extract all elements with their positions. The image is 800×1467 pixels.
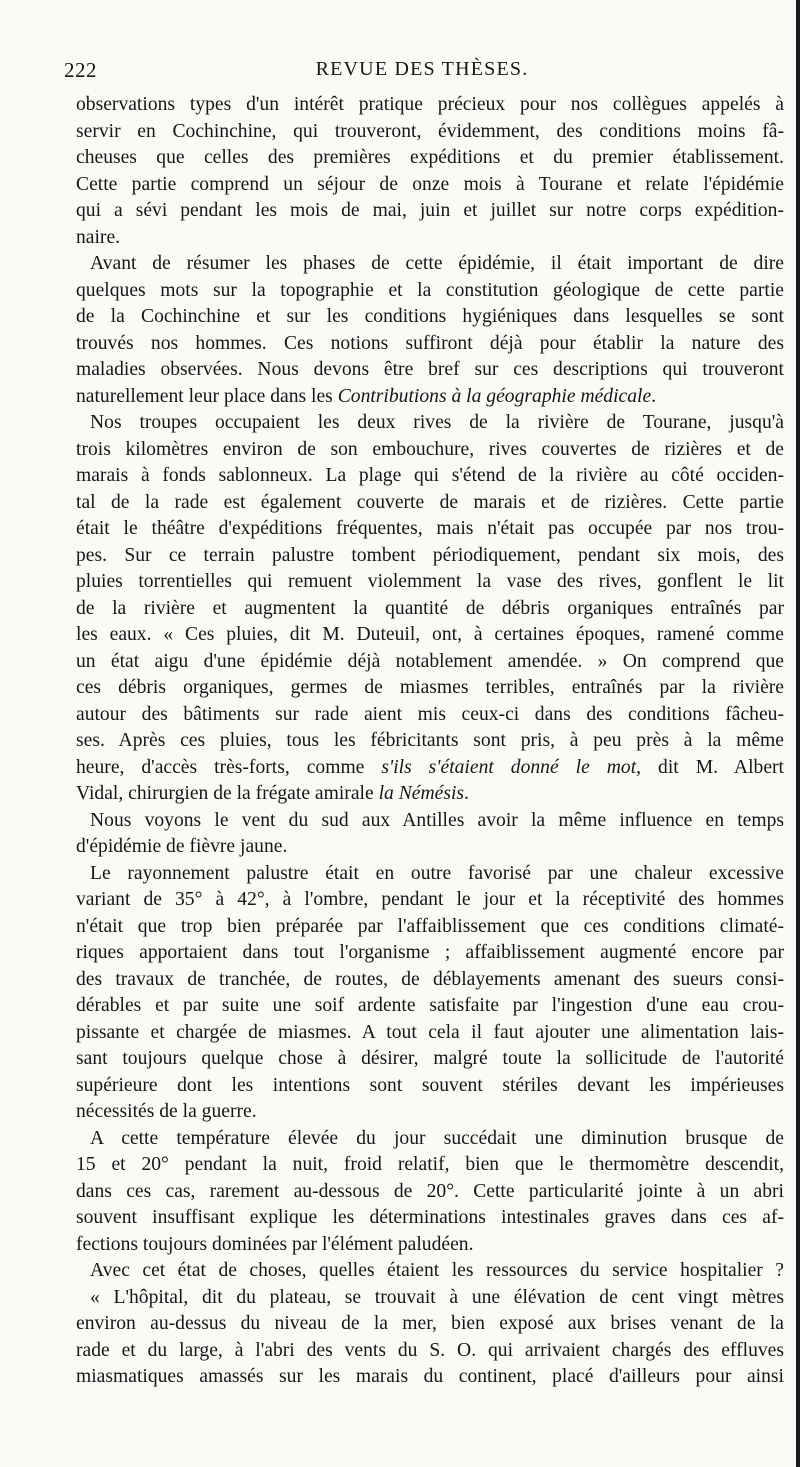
line-text: des travaux de tranchée, de routes, de déblayements amenant des sueurs consi-: [76, 968, 784, 990]
text-line: [76, 516, 784, 543]
line-text: naire.: [76, 226, 121, 248]
text-line: [76, 1099, 784, 1126]
text-line: [76, 861, 784, 888]
text-line: [76, 967, 784, 994]
text-line: [76, 887, 784, 914]
line-text: était le théâtre d'expéditions fréquentes, mais n'était pas occupée par nos trou-: [76, 518, 784, 539]
body-text: [76, 92, 784, 1391]
line-text: maladies observées. Nous devons être bref sur ces descriptions qui trouveront: [76, 359, 784, 380]
line-text: qui a sévi pendant les mois de mai, juin et juillet sur notre corps expédition-: [76, 200, 784, 221]
line-text: tal de la rade est également couverte de marais et de rizières. Cette partie: [76, 491, 784, 513]
line-text: Nos troupes occupaient les deux rives de la rivière de Tourane, jusqu'à: [90, 412, 784, 433]
italic-phrase: la Némésis: [378, 783, 465, 804]
scan-edge-shadow: [796, 0, 800, 1467]
text-line: [76, 1020, 784, 1047]
text-line: [76, 119, 784, 146]
text-line: [76, 463, 784, 490]
text-line: [76, 1311, 784, 1338]
text-line: [76, 278, 784, 305]
text-line: [76, 1364, 784, 1391]
text-line: [76, 1179, 784, 1206]
line-text: heure, d'accès très-forts, comme: [76, 756, 365, 778]
line-text: dérables et par suite une soif ardente satisfaite par l'ingestion d'une eau crou-: [76, 995, 784, 1016]
text-line: [76, 1338, 784, 1365]
line-text: dans ces cas, rarement au-dessous de 20°. Cette particularité jointe à un abri: [76, 1180, 784, 1202]
line-text-after: .: [651, 385, 657, 407]
line-text: d'épidémie de fièvre jaune.: [76, 836, 288, 857]
text-line: [76, 702, 784, 729]
line-text: les eaux. « Ces pluies, dit M. Duteuil, ont, à certaines époques, ramené comme: [76, 624, 784, 645]
text-line: [76, 728, 784, 755]
text-line: [76, 437, 784, 464]
text-line: [76, 304, 784, 331]
line-text: trouvés nos hommes. Ces notions suffiront déjà pour établir la nature des: [76, 332, 784, 354]
line-text: ces débris organiques, germes de miasmes terribles, entraînés par la rivière: [76, 677, 784, 698]
line-text: de la Cochinchine et sur les conditions hygiéniques dans lesquelles se sont: [76, 306, 784, 327]
line-text: nécessités de la guerre.: [76, 1101, 257, 1122]
line-text: cheuses que celles des premières expéditions et du premier établissement.: [76, 147, 784, 168]
line-text: fections toujours dominées par l'élément paludéen.: [76, 1233, 474, 1255]
line-text: riques apportaient dans tout l'organisme ; affaiblissement augmenté encore par: [76, 942, 784, 963]
line-text: souvent insuffisant explique les déterminations intestinales graves dans ces af-: [76, 1207, 784, 1228]
text-line: [76, 1073, 784, 1100]
line-text: trois kilomètres environ de son embouchure, rives couvertes de rizières et de: [76, 438, 784, 460]
line-text: rade et du large, à l'abri des vents du S. O. qui arrivaient chargés des effluves: [76, 1339, 784, 1361]
text-line: [76, 543, 784, 570]
line-text: quelques mots sur la topographie et la constitution géologique de cette partie: [76, 279, 784, 301]
text-line: [76, 1152, 784, 1179]
line-text: servir en Cochinchine, qui trouveront, évidemment, des conditions moins fâ-: [76, 120, 784, 142]
text-line: [76, 1285, 784, 1312]
text-line: [76, 914, 784, 941]
line-text: supérieure dont les intentions sont souvent stériles devant les impérieuses: [76, 1074, 784, 1096]
line-text: pes. Sur ce terrain palustre tombent périodiquement, pendant six mois, des: [76, 544, 784, 566]
text-line: [76, 410, 784, 437]
line-text-after: dit M. Albert: [641, 756, 784, 778]
text-line: [76, 755, 784, 782]
line-text: Vidal, chirurgien de la frégate amirale: [76, 783, 374, 804]
text-line: [76, 145, 784, 172]
line-text: Avant de résumer les phases de cette épidémie, il était important de dire: [90, 253, 784, 274]
text-line: [76, 1205, 784, 1232]
line-text: n'était que trop bien préparée par l'affaiblissement que ces conditions climaté-: [76, 915, 784, 937]
line-text: Avec cet état de choses, quelles étaient les ressources du service hospitalier ?: [90, 1260, 784, 1281]
text-line: [76, 781, 784, 808]
text-line: [76, 384, 784, 411]
text-line: [76, 1232, 784, 1259]
text-line: [76, 198, 784, 225]
text-line: [76, 622, 784, 649]
line-text-after: .: [464, 783, 469, 804]
italic-phrase: Contributions à la géographie médicale: [337, 385, 652, 407]
line-text: pissante et chargée de miasmes. A tout cela il faut ajouter une alimentation lais-: [76, 1021, 784, 1043]
line-text: naturellement leur place dans les: [76, 385, 333, 407]
text-line: [76, 596, 784, 623]
line-text: observations types d'un intérêt pratique précieux pour nos collègues appelés à: [76, 94, 784, 115]
line-text: variant de 35° à 42°, à l'ombre, pendant le jour et la réceptivité des hommes: [76, 889, 784, 910]
text-line: [76, 490, 784, 517]
line-text: Cette partie comprend un séjour de onze mois à Tourane et relate l'épidémie: [76, 173, 784, 195]
text-line: [76, 225, 784, 252]
line-text: A cette température élevée du jour succédait une diminution brusque de: [90, 1127, 784, 1149]
text-line: [76, 251, 784, 278]
text-line: [76, 92, 784, 119]
page-number: 222: [64, 58, 97, 82]
line-text: marais à fonds sablonneux. La plage qui s'étend de la rivière au côté occiden-: [76, 465, 784, 486]
running-head: REVUE DES THÈSES.: [315, 58, 529, 80]
italic-phrase: s'ils s'étaient donné le mot,: [381, 756, 642, 778]
line-text: Nous voyons le vent du sud aux Antilles avoir la même influence en temps: [90, 809, 784, 831]
line-text: Le rayonnement palustre était en outre favorisé par une chaleur excessive: [90, 862, 784, 884]
text-line: [76, 569, 784, 596]
text-line: [76, 331, 784, 358]
line-text: « L'hôpital, dit du plateau, se trouvait à une élévation de cent vingt mètres: [90, 1286, 784, 1308]
line-text: pluies torrentielles qui remuent violemment la vase des rives, gonflent le lit: [76, 571, 784, 592]
text-line: [76, 357, 784, 384]
text-line: [76, 1046, 784, 1073]
line-text: de la rivière et augmentent la quantité de débris organiques entraînés par: [76, 597, 784, 619]
text-line: [76, 1126, 784, 1153]
text-line: [76, 993, 784, 1020]
text-line: [76, 940, 784, 967]
line-text: miasmatiques amassés sur les marais du continent, placé d'ailleurs pour ainsi: [76, 1366, 784, 1387]
line-text: 15 et 20° pendant la nuit, froid relatif, bien que le thermomètre descendit,: [76, 1154, 784, 1175]
text-line: [76, 834, 784, 861]
text-line: [76, 649, 784, 676]
line-text: sant toujours quelque chose à désirer, malgré toute la sollicitude de l'autorité: [76, 1048, 784, 1069]
page-header: [64, 58, 780, 88]
text-line: [76, 675, 784, 702]
line-text: un état aigu d'une épidémie déjà notablement amendée. » On comprend que: [76, 650, 784, 672]
text-line: [76, 1258, 784, 1285]
text-line: [76, 172, 784, 199]
line-text: autour des bâtiments sur rade aient mis ceux-ci dans des conditions fâcheu-: [76, 703, 784, 725]
line-text: ses. Après ces pluies, tous les fébricitants sont pris, à peu près à la même: [76, 730, 784, 751]
text-line: [76, 808, 784, 835]
line-text: environ au-dessus du niveau de la mer, bien exposé aux brises venant de la: [76, 1313, 784, 1334]
